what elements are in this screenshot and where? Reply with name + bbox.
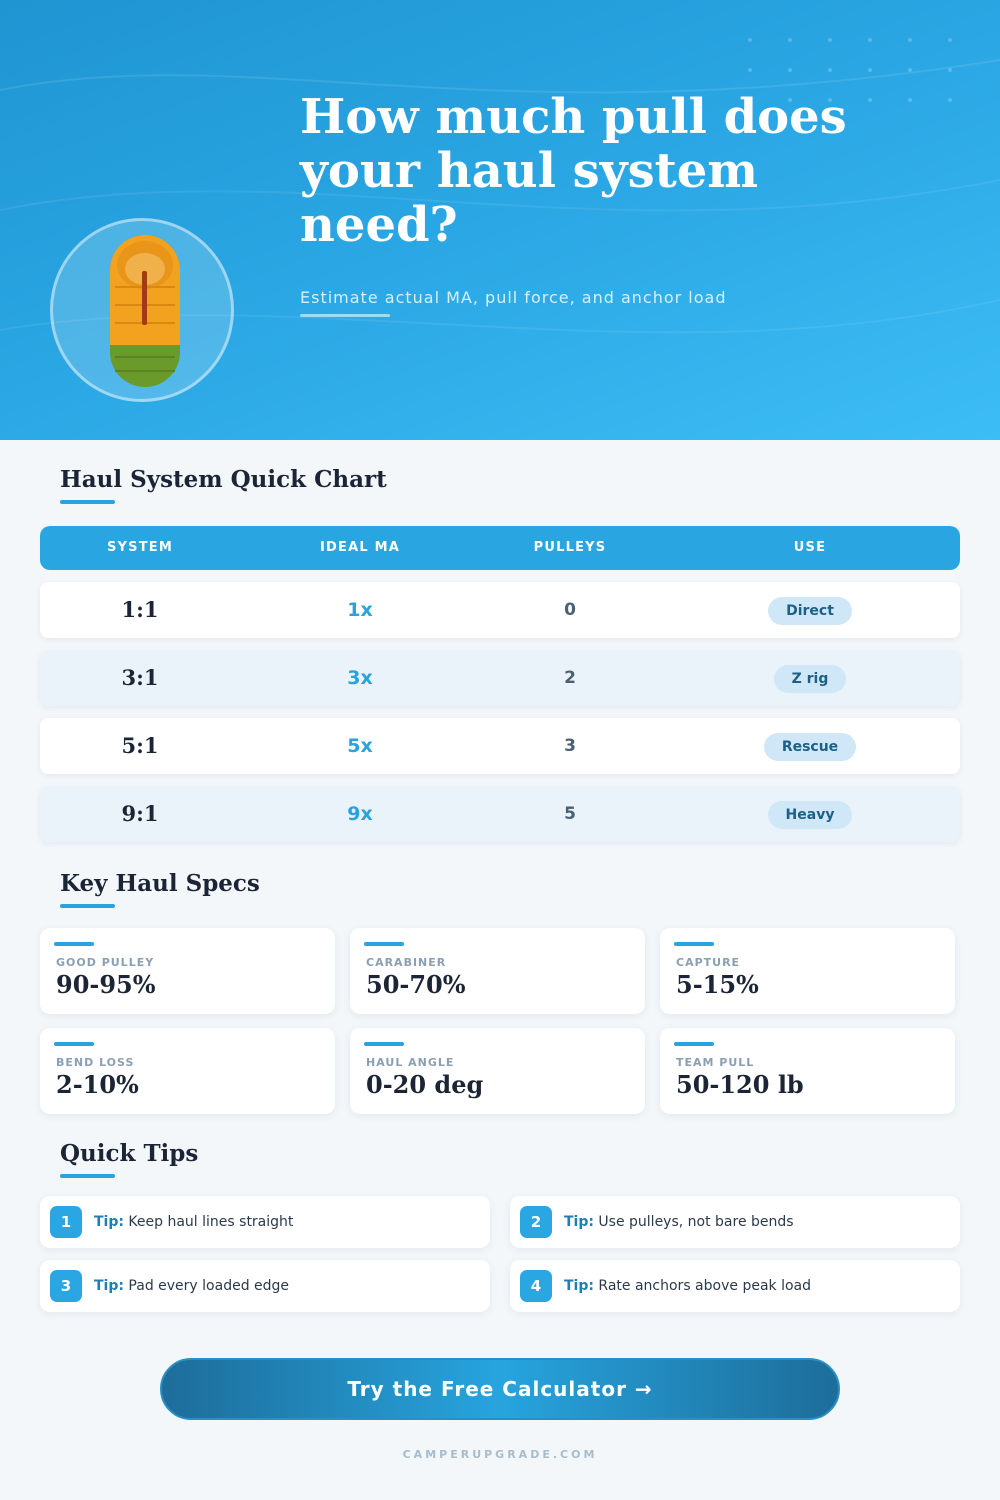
spec-value: 50-70% — [366, 970, 466, 999]
cell-pulleys: 5 — [564, 804, 576, 824]
spec-card — [40, 1028, 335, 1114]
spec-label: CARABINER — [366, 956, 447, 969]
tip-card — [510, 1260, 960, 1312]
spec-value: 0-20 deg — [366, 1070, 484, 1099]
tip-text: Use pulleys, not bare bends — [598, 1214, 794, 1230]
card-accent — [364, 942, 404, 946]
cell-ideal-ma: 3x — [347, 667, 373, 689]
tip-text: Pad every loaded edge — [128, 1278, 290, 1294]
spec-card — [350, 1028, 645, 1114]
use-badge: Rescue — [764, 733, 856, 761]
cell-system: 9:1 — [121, 801, 159, 826]
spec-label: BEND LOSS — [56, 1056, 135, 1069]
tip-text: Rate anchors above peak load — [598, 1278, 811, 1294]
card-accent — [54, 1042, 94, 1046]
section-underline — [60, 1174, 115, 1178]
column-header-pulleys: PULLEYS — [533, 540, 607, 555]
column-header-system: SYSTEM — [106, 540, 174, 555]
spec-value: 90-95% — [56, 970, 156, 999]
tip-prefix: Tip: — [564, 1278, 594, 1294]
hero-subtitle: Estimate actual MA, pull force, and anchor load — [300, 288, 727, 307]
tip-number-badge: 1 — [50, 1206, 82, 1238]
tip-text: Keep haul lines straight — [128, 1214, 294, 1230]
spec-value: 2-10% — [56, 1070, 139, 1099]
chart-section-title: Haul System Quick Chart — [60, 466, 387, 493]
column-header-use: USE — [793, 540, 827, 555]
card-accent — [674, 942, 714, 946]
cell-ideal-ma: 5x — [347, 735, 373, 757]
table-header — [40, 526, 960, 570]
tip-number-badge: 4 — [520, 1270, 552, 1302]
footer-site-link[interactable]: CAMPERUPGRADE.COM — [402, 1448, 598, 1461]
spec-card — [660, 928, 955, 1014]
hero-underline — [300, 314, 390, 317]
spec-card — [350, 928, 645, 1014]
cell-ideal-ma: 1x — [347, 599, 373, 621]
tip-prefix: Tip: — [94, 1278, 124, 1294]
tip-prefix: Tip: — [94, 1214, 124, 1230]
spec-label: HAUL ANGLE — [366, 1056, 455, 1069]
cell-system: 3:1 — [121, 665, 159, 690]
card-accent — [364, 1042, 404, 1046]
cell-ideal-ma: 9x — [347, 803, 373, 825]
spec-card — [40, 928, 335, 1014]
spec-label: CAPTURE — [676, 956, 741, 969]
column-header-ideal-ma: IDEAL MA — [320, 540, 400, 555]
section-underline — [60, 500, 115, 504]
table-row — [40, 786, 960, 842]
page-title: How much pull does your haul system need? — [300, 89, 847, 253]
table-row — [40, 650, 960, 706]
card-accent — [54, 942, 94, 946]
tips-section-title: Quick Tips — [60, 1140, 199, 1167]
cell-system: 5:1 — [121, 733, 159, 758]
spec-card — [660, 1028, 955, 1114]
spec-label: GOOD PULLEY — [56, 956, 155, 969]
spec-label: TEAM PULL — [676, 1056, 755, 1069]
table-row — [40, 582, 960, 638]
cell-pulleys: 3 — [564, 736, 576, 756]
calculator-cta-button[interactable]: Try the Free Calculator → — [160, 1358, 840, 1420]
spec-value: 50-120 lb — [676, 1070, 804, 1099]
section-underline — [60, 904, 115, 908]
cell-pulleys: 2 — [564, 668, 576, 688]
tip-prefix: Tip: — [564, 1214, 594, 1230]
cell-pulleys: 0 — [564, 600, 576, 620]
tip-card — [40, 1260, 490, 1312]
sleeping-bag-icon — [53, 221, 237, 405]
use-badge: Z rig — [774, 665, 847, 693]
spec-value: 5-15% — [676, 970, 759, 999]
card-accent — [674, 1042, 714, 1046]
tip-number-badge: 3 — [50, 1270, 82, 1302]
use-badge: Direct — [768, 597, 852, 625]
sleeping-bag-badge — [50, 218, 234, 402]
table-row — [40, 718, 960, 774]
cell-system: 1:1 — [121, 597, 159, 622]
hero-banner — [0, 0, 1000, 440]
tip-card — [510, 1196, 960, 1248]
use-badge: Heavy — [768, 801, 853, 829]
tip-card — [40, 1196, 490, 1248]
specs-section-title: Key Haul Specs — [60, 870, 260, 897]
tip-number-badge: 2 — [520, 1206, 552, 1238]
